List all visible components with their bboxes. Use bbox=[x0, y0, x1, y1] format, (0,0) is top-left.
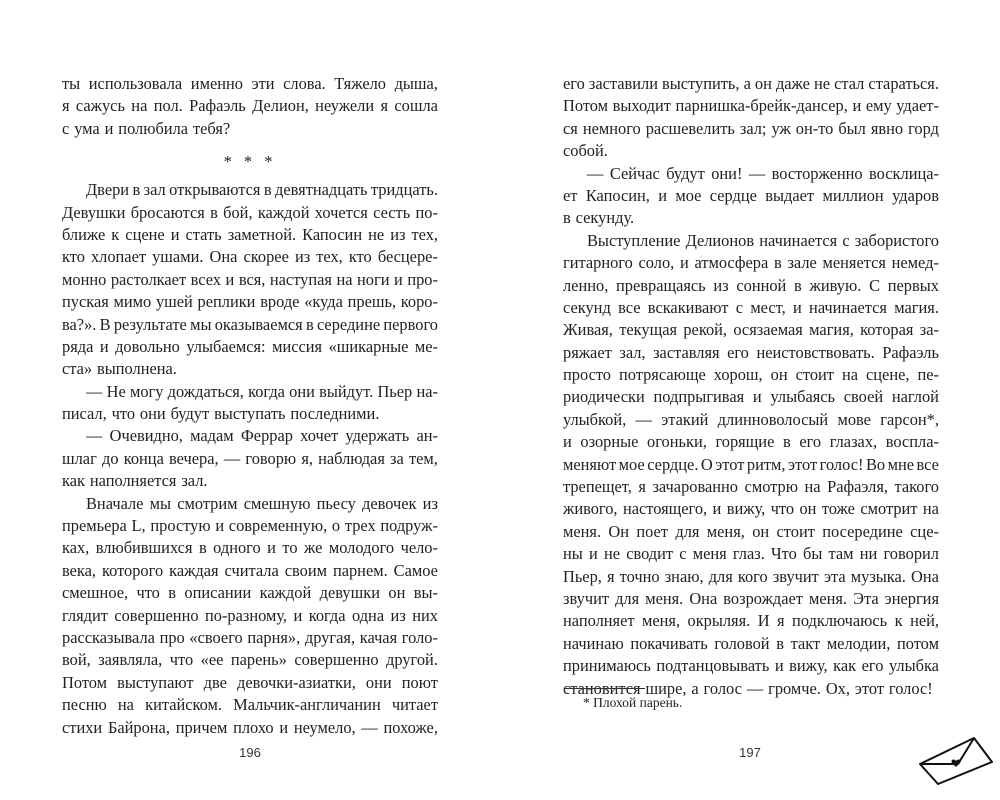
text-line: в секунду. bbox=[563, 208, 635, 228]
text-line: ленно, превращаясь из сонной в живую. С первых bbox=[563, 275, 939, 295]
envelope-heart-icon bbox=[916, 734, 996, 786]
text-line: кто хлопает ушами. Она скорее из тех, кто бесцере- bbox=[62, 247, 438, 267]
left-text-column bbox=[62, 73, 438, 739]
text-line: ста» выполнена. bbox=[62, 359, 177, 379]
text-line: риодически подпрыгивая и улыбаясь своей наглой bbox=[563, 387, 939, 407]
text-line: ках, влюбившихся в одного и то же молодого чело- bbox=[62, 538, 438, 558]
text-line: просто потрясающе хорош, он стоит на сцене, пе- bbox=[563, 365, 939, 385]
text-line: с ума и полюбила тебя? bbox=[62, 118, 231, 138]
text-line: собой. bbox=[563, 141, 608, 161]
text-line: ряда и довольно улыбаемся: миссия «шикарные ме- bbox=[62, 336, 438, 356]
text-line: Вначале мы смотрим смешную пьесу девочек из bbox=[86, 493, 438, 513]
paragraph bbox=[62, 73, 438, 140]
paragraph bbox=[62, 179, 438, 381]
text-line: я сажусь на пол. Рафаэль Делион, неужели я сошла bbox=[62, 96, 438, 116]
text-line: шлаг до конца вечера, — говорю я, наблюдая за тем, bbox=[62, 448, 438, 468]
page-number-right: 197 bbox=[739, 745, 761, 760]
text-line: как наполняется зал. bbox=[62, 471, 208, 491]
text-line: улыбкой, — этакий длинноволосый мове гарсон*, bbox=[563, 409, 939, 429]
paragraph bbox=[563, 230, 939, 700]
text-line: ближе к сцене и стать заметной. Капосин не из тех, bbox=[62, 224, 438, 244]
text-line: вой, заявляла, что «ее парень» совершенно другой. bbox=[62, 650, 438, 670]
text-line: Выступление Делионов начинается с забористого bbox=[587, 230, 939, 250]
text-line: секунд все вскакивают с мест, и начинается магия. bbox=[563, 297, 939, 317]
text-line: ряжает зал, заставляя его неистовствовать. Рафаэль bbox=[563, 342, 939, 362]
right-text-column bbox=[563, 73, 939, 700]
text-line: Девушки бросаются в бой, каждой хочется сесть по- bbox=[62, 202, 438, 222]
text-line: наполняет меня, окрыляя. И я подключаюсь к ней, bbox=[563, 611, 939, 631]
text-line: монно растолкает всех и вся, наступая на ноги и про- bbox=[62, 269, 438, 289]
section-separator bbox=[62, 140, 438, 179]
text-line: смешное, что в описании каждой девушки он вы- bbox=[62, 583, 438, 603]
text-line: и озорные огоньки, горящие в его глазах, воспла- bbox=[563, 432, 939, 452]
text-line: звучит для меня. Она возрождает меня. Эта энергия bbox=[563, 588, 939, 608]
page-number-left: 196 bbox=[239, 745, 261, 760]
text-line: меняют мое сердце. О этот ритм, этот голос! Во мне все bbox=[563, 454, 939, 474]
text-line: меня. Он поет для меня, он стоит посередине сце- bbox=[563, 521, 939, 541]
text-line: ты использовала именно эти слова. Тяжело дыша, bbox=[62, 74, 438, 93]
text-line: живого, настоящего, и вижу, что он тоже смотрит на bbox=[563, 499, 939, 519]
text-line: ва?». В результате мы оказываемся в середине первого bbox=[62, 314, 438, 334]
text-line: писал, что они будут выступать последними. bbox=[62, 404, 380, 424]
text-line: * * * bbox=[223, 152, 277, 172]
footnote: * Плохой парень. bbox=[583, 695, 683, 710]
text-line: ет Капосин, и мое сердце выдает миллион ударов bbox=[563, 185, 939, 205]
right-page bbox=[500, 0, 1000, 800]
paragraph bbox=[62, 425, 438, 492]
text-line: принимаюсь подтанцовывать и вижу, как его улыбка bbox=[563, 656, 939, 676]
text-line: становится шире, а голос — громче. Ох, этот голос! bbox=[563, 678, 933, 698]
text-line: — Не могу дождаться, когда они выйдут. Пьер на- bbox=[86, 381, 438, 401]
text-line: — Сейчас будут они! — восторженно восклица- bbox=[587, 163, 939, 183]
paragraph bbox=[62, 381, 438, 426]
text-line: ся немного расшевелить зал; уж он-то был явно горд bbox=[563, 118, 939, 138]
text-line: Живая, текущая рекой, осязаемая магия, которая за- bbox=[563, 320, 939, 340]
text-line: премьера L, простую и современную, о трех подруж- bbox=[62, 516, 438, 536]
text-line: ны и не сводит с меня глаз. Что бы там ни говорил bbox=[563, 544, 939, 564]
text-line: стихи Байрона, причем плохо и неумело, — похоже, bbox=[62, 717, 438, 737]
text-line: песню на китайском. Мальчик-англичанин читает bbox=[62, 695, 438, 715]
footnote-divider bbox=[565, 688, 645, 689]
text-line: Потом выходит парнишка-брейк-дансер, и ему удает- bbox=[563, 96, 939, 116]
text-line: Двери в зал открываются в девятнадцать тридцать. bbox=[86, 180, 438, 200]
text-line: трепещет, я зачарованно смотрю на Рафаэля, такого bbox=[563, 477, 939, 497]
paragraph bbox=[563, 163, 939, 230]
text-line: рассказывала про «своего парня», другая, качая голо- bbox=[62, 627, 438, 647]
text-line: гитарного соло, и атмосфера в зале меняется немед- bbox=[563, 253, 939, 273]
text-line: Потом выступают две девочки-азиатки, они поют bbox=[62, 672, 438, 692]
paragraph bbox=[62, 493, 438, 739]
text-line: века, которого каждая считала своим парнем. Самое bbox=[62, 560, 438, 580]
text-line: начинаю покачивать головой в такт мелодии, потом bbox=[563, 633, 939, 653]
paragraph bbox=[563, 73, 939, 163]
text-line: пуская мимо ушей реплики вроде «куда прешь, коро- bbox=[62, 292, 438, 312]
text-line: его заставили выступить, а он даже не стал стараться. bbox=[563, 74, 939, 93]
text-line: глядит совершенно по-разному, и когда одна из них bbox=[62, 605, 438, 625]
text-line: Пьер, я точно знаю, для кого звучит эта музыка. Она bbox=[563, 566, 939, 586]
text-line: — Очевидно, мадам Феррар хочет удержать ан- bbox=[86, 426, 438, 446]
